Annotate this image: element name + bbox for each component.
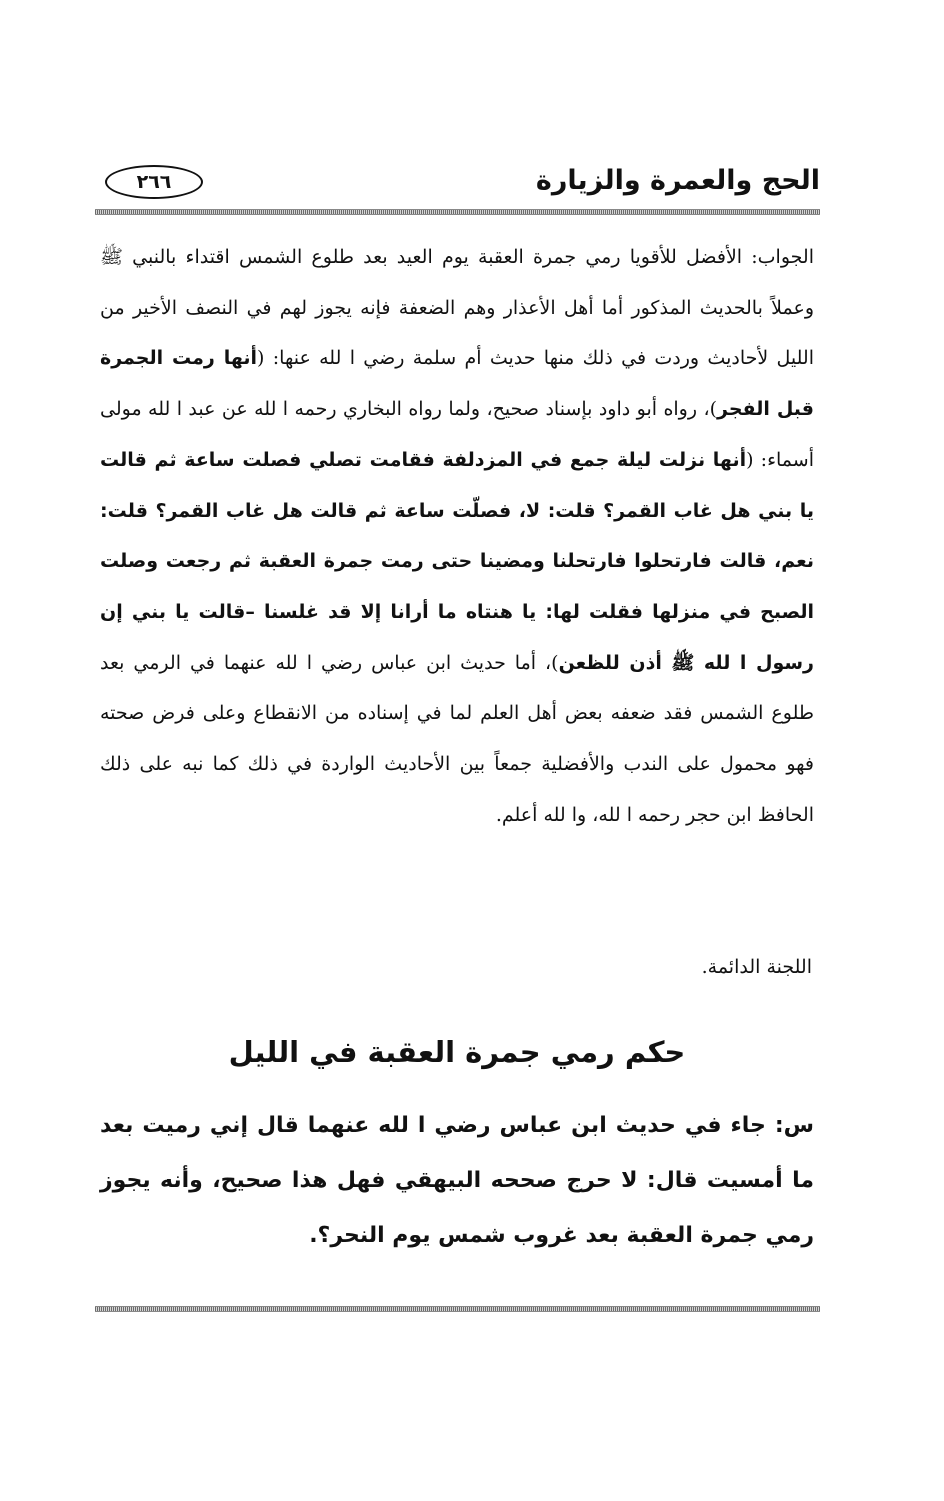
- answer-text-1: الجواب: الأفضل للأقويا رمي جمرة العقبة يوم العيد بعد طلوع الشمس اقتداء بالنبي ﷺ وعملاً بالحديث المذكور أما أهل الأعذار وهم الضعفة فإنه يجوز لهم في النصف الأخير من الليل لأحاديث وردت في ذلك منها حديث أم سلمة رضي ا لله عنها: (: [100, 246, 814, 370]
- header-divider: [95, 209, 820, 215]
- page-number: ٢٦٦: [105, 165, 203, 199]
- committee-signature: اللجنة الدائمة.: [701, 956, 812, 978]
- footer-divider: [95, 1306, 820, 1312]
- question-paragraph: س: جاء في حديث ابن عباس رضي ا لله عنهما قال إني رميت بعد ما أمسيت قال: لا حرج صححه البيهقي فهل هذا صحيح، وأنه يجوز رمي جمرة العقبة بعد غروب شمس يوم النحر؟.: [100, 1113, 814, 1248]
- answer-paragraph: [100, 232, 814, 840]
- answer-text-3: )، أما حديث ابن عباس رضي ا لله عنهما في الرمي بعد طلوع الشمس فقد ضعفه بعض أهل العلم لما في إسناده من الانقطاع وعلى فرض صحته فهو محمول على الندب والأفضلية جمعاً بين الأحاديث الواردة في ذلك كما نبه على ذلك الحافظ ابن حجر رحمه ا لله، وا لله أعلم.: [100, 651, 814, 826]
- hadith-quote-1: أنها رمت الجمرة قبل الفجر: [100, 347, 814, 421]
- hadith-quote-2: أنها نزلت ليلة جمع في المزدلفة فقامت تصلي فصلت ساعة ثم قالت يا بني هل غاب القمر؟ قلت: لا، فصلّت ساعة ثم قالت هل غاب القمر؟ قلت: نعم، قالت فارتحلوا فارتحلنا ومضينا حتى رمت جمرة العقبة ثم رجعت وصلت الصبح في منزلها فقلت لها: يا هنتاه ما أرانا إلا قد غلسنا –قالت يا بني إن رسول ا لله ﷺ أذن للظعن: [100, 448, 814, 674]
- section-heading: حكم رمي جمرة العقبة في الليل: [228, 1035, 686, 1069]
- book-title: الحج والعمرة والزيارة: [535, 165, 820, 196]
- answer-text-2: )، رواه أبو داود بإسناد صحيح، ولما رواه البخاري رحمه ا لله عن عبد ا لله مولى أسماء: (: [100, 398, 814, 471]
- running-header: [95, 162, 820, 207]
